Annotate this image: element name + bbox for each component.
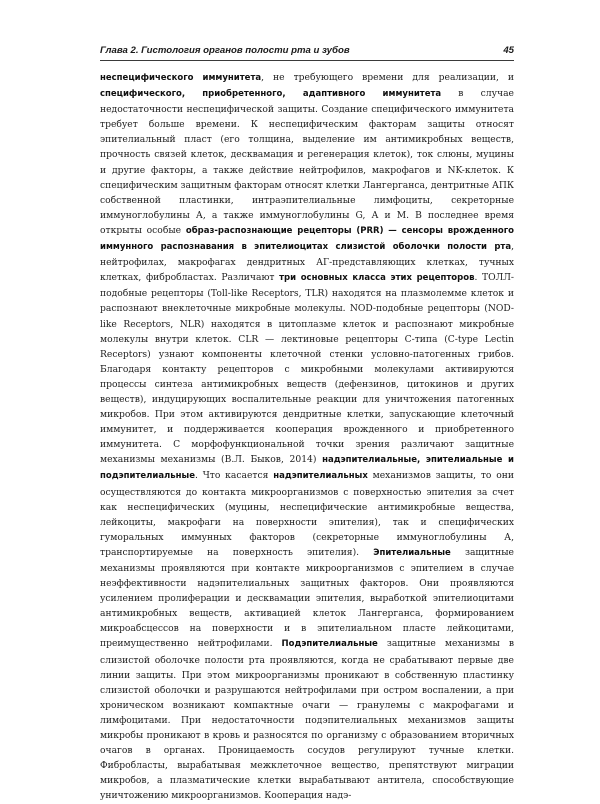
page-number: 45 — [503, 45, 514, 56]
text-run: . Что касается — [194, 470, 274, 482]
bold-term: специфического, приобретенного, адаптивного иммунитета — [100, 89, 442, 100]
text-run: в случае недостаточности неспецифической защиты. Создание специфического иммунитета требует больше времени. К неспецифическим факторам защиты относят эпителиальный пласт (его толщина, выделение им антимикробных веществ, прочность связей клеток, десквамация и регенерация клеток), ток слюны, муцины и другие факторы, а также действие нейтрофилов, макрофагов и NK-клеток. К специфическим защитным факторам относят клетки Лангерганса, дентритные АПК собственной пластинки, интраэпителиальные лимфоциты, секреторные иммуноглобулины А, а также иммуноглобулины G, А и М. В последнее время открыты особые — [100, 88, 514, 236]
text-run: защитные механизмы проявляются при контакте микроорганизмов с эпителием в случае неэффективности надэпителиальных защитных факторов. Они проявляются усилением пролиферации и десквамации эпителия, выработкой эпителиоцитами антимикробных веществ, активацией клеток Лангерганса, формированием микроабсцессов на поверхности и в эпителиальном пласте лейкоцитами, преимущественно нейтрофилами. — [100, 546, 514, 650]
text-run: . ТОЛЛ-подобные рецепторы (Toll-like Receptors, TLR) находятся на плазмолемме клеток и распознают внеклеточные микробные молекулы. NOD-подобные рецепторы (NOD- like Receptors, NLR) находятся в цитоплазме клеток и распознают микробные молекулы внутри клеток. CLR — лектиновые рецепторы С-типа (C-type Lectin Receptors) узнают компоненты клеточной стенки условно-патогенных грибов. Благодаря контакту рецепторов с микробными молекулами активируются процессы синтеза антимикробных веществ (дефензинов, цитокинов и других веществ), индуцирующих воспалительные реакции для уничтожения патогенных микробов. При этом активируются дендритные клетки, запускающие клеточный иммунитет, и поддерживается кооперация врожденного и приобретенного иммунитета. С морфофункциональной точки зрения различают защитные механизмы механизмы (В.Л. Быков, 2014) — [100, 272, 515, 466]
bold-term: надэпителиальных — [273, 471, 368, 482]
running-header — [100, 44, 514, 61]
text-run: , не требующего времени для реализации, и — [261, 72, 514, 83]
bold-term: надэпителиальные, эпителиальные и подэпителиальные — [100, 455, 514, 482]
text-run: , нейтрофилах, макрофагах дендритных АГ-представляющих клетках, тучных клетках, фибробластах. Различают — [100, 241, 514, 284]
bold-term: образ-распознающие рецепторы (PRR) — сенсоры врожденного иммунного распознавания в эпителиоцитах слизистой оболочки полости рта — [100, 225, 514, 253]
bold-term: неспецифического иммунитета — [100, 73, 262, 83]
text-run: защитные механизмы в слизистой оболочке полости рта проявляются, когда не срабатывают первые две линии защиты. При этом микроорганизмы проникают в собственную пластинку слизистой оболочки и разрушаются нейтрофилами при остром воспалении, а при хроническом возникают компактные очаги — гранулемы с макрофагами и лимфоцитами. При недостаточности подэпителиальных механизмов защиты микробы проникают в кровь и разносятся по организму с образованием вторичных очагов в органах. Проницаемость сосудов регулируют тучные клетки. Фибробласты, вырабатывая межклеточное вещество, препятствуют миграции микробов, а плазматические клетки вырабатывают антитела, способствующие уничтожению микроорганизмов. Кооперация надэ- — [100, 638, 514, 802]
body-paragraph — [100, 70, 514, 804]
chapter-title: Глава 2. Гистология органов полости рта и зубов — [100, 45, 350, 56]
text-run: механизмов защиты, то они осуществляются до контакта микроорганизмов с поверхностью эпителия за счет как неспецифических (муцины, неспецифические антимикробные вещества, лейкоциты, макрофаги на поверхности эпителия), так и специфических гуморальных иммунных факторов (секреторные иммуноглобулины А, транспортируемые на поверхность эпителия). — [100, 470, 514, 558]
bold-term: три основных класса этих рецепторов — [279, 273, 475, 284]
bold-term: Подэпителиальные — [281, 639, 378, 650]
bold-term: Эпителиальные — [373, 547, 451, 558]
